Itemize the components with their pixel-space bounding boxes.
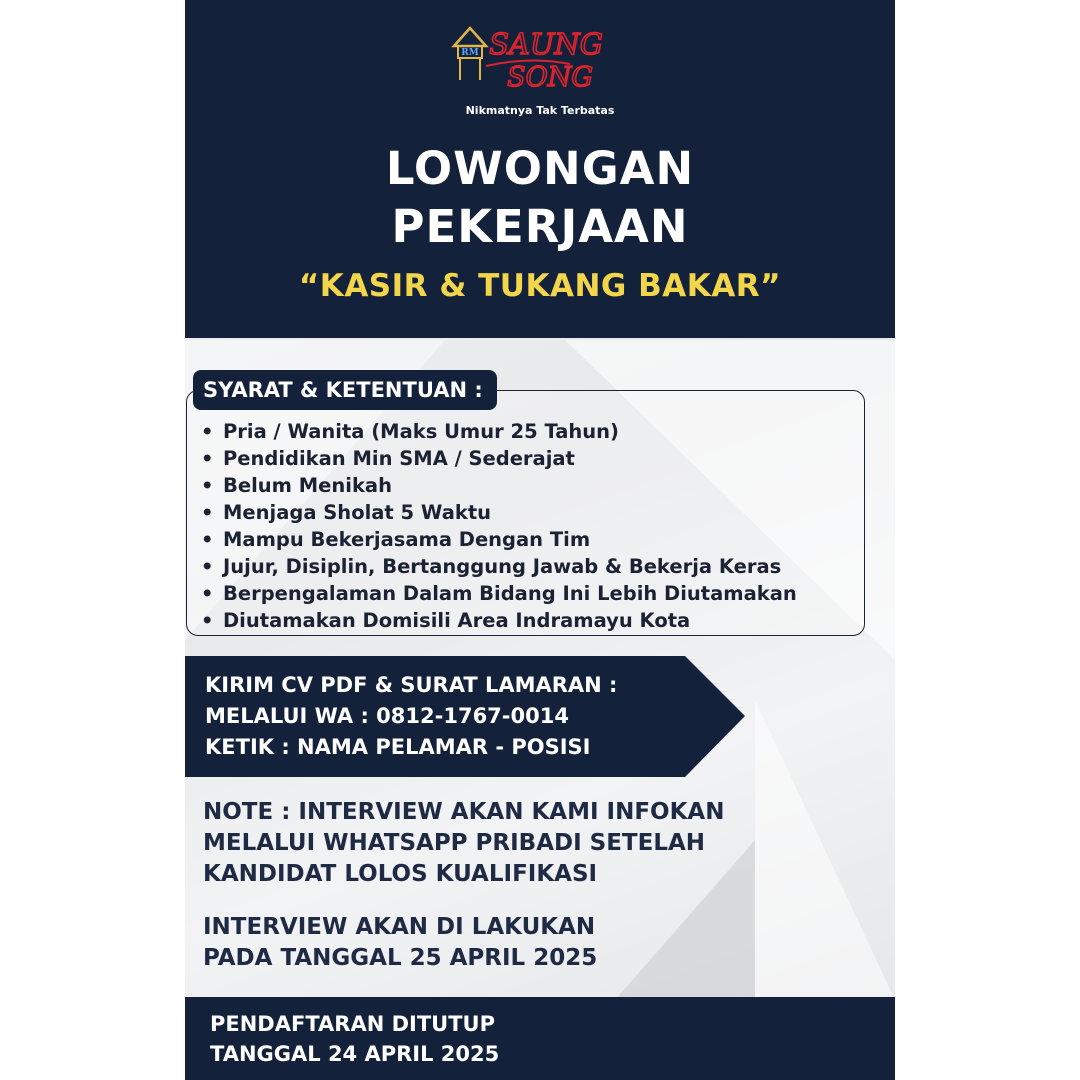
svg-text:SAUNG: SAUNG bbox=[489, 27, 603, 61]
interview-line: INTERVIEW AKAN DI LAKUKAN bbox=[203, 914, 596, 940]
bullet-icon: • bbox=[201, 582, 214, 605]
note-line: NOTE : INTERVIEW AKAN KAMI INFOKAN bbox=[203, 799, 725, 825]
list-item: • Jujur, Disiplin, Bertanggung Jawab & Bekerja Keras bbox=[201, 555, 782, 578]
list-item: • Pendidikan Min SMA / Sederajat bbox=[201, 447, 575, 470]
list-item: • Belum Menikah bbox=[201, 474, 392, 497]
footer-banner bbox=[185, 997, 895, 1080]
job-poster bbox=[185, 0, 895, 1080]
brand-tagline: Nikmatnya Tak Terbatas bbox=[465, 104, 615, 117]
note-line: MELALUI WHATSAPP PRIBADI SETELAH bbox=[203, 830, 706, 856]
requirements-list bbox=[201, 418, 797, 634]
background-facet bbox=[755, 700, 895, 1000]
bullet-icon: • bbox=[201, 474, 214, 497]
contact-whatsapp: MELALUI WA : 0812-1767-0014 bbox=[205, 704, 569, 728]
bullet-icon: • bbox=[201, 420, 214, 443]
note-line: KANDIDAT LOLOS KUALIFIKASI bbox=[203, 861, 598, 887]
closing-label: PENDAFTARAN DITUTUP bbox=[210, 1012, 495, 1036]
bullet-icon: • bbox=[201, 609, 214, 632]
title-line: LOWONGAN bbox=[385, 142, 695, 195]
page-title bbox=[185, 140, 895, 256]
bullet-icon: • bbox=[201, 528, 214, 551]
closing-date: TANGGAL 24 APRIL 2025 bbox=[210, 1042, 500, 1066]
saung-song-logo bbox=[450, 20, 610, 100]
list-item: • Diutamakan Domisili Area Indramayu Kota bbox=[201, 609, 691, 632]
requirements-heading: SYARAT & KETENTUAN : bbox=[193, 370, 497, 410]
list-item: • Pria / Wanita (Maks Umur 25 Tahun) bbox=[201, 420, 619, 443]
list-item: • Menjaga Sholat 5 Waktu bbox=[201, 501, 492, 524]
svg-text:SONG: SONG bbox=[507, 62, 593, 93]
bullet-icon: • bbox=[201, 447, 214, 470]
bullet-icon: • bbox=[201, 555, 214, 578]
title-line: PEKERJAAN bbox=[391, 200, 689, 253]
svg-text:RM: RM bbox=[461, 48, 479, 58]
interview-date bbox=[203, 912, 597, 974]
interview-line: PADA TANGGAL 25 APRIL 2025 bbox=[203, 945, 598, 971]
job-position: “KASIR & TUKANG BAKAR” bbox=[298, 268, 782, 304]
bullet-icon: • bbox=[201, 501, 214, 524]
list-item: • Berpengalaman Dalam Bidang Ini Lebih Diutamakan bbox=[201, 582, 797, 605]
contact-format: KETIK : NAMA PELAMAR - POSISI bbox=[205, 735, 591, 759]
contact-instruction: KIRIM CV PDF & SURAT LAMARAN : bbox=[205, 673, 618, 697]
contact-banner bbox=[185, 656, 745, 777]
header-banner bbox=[185, 0, 895, 338]
list-item: • Mampu Bekerjasama Dengan Tim bbox=[201, 528, 591, 551]
interview-note bbox=[203, 797, 724, 890]
